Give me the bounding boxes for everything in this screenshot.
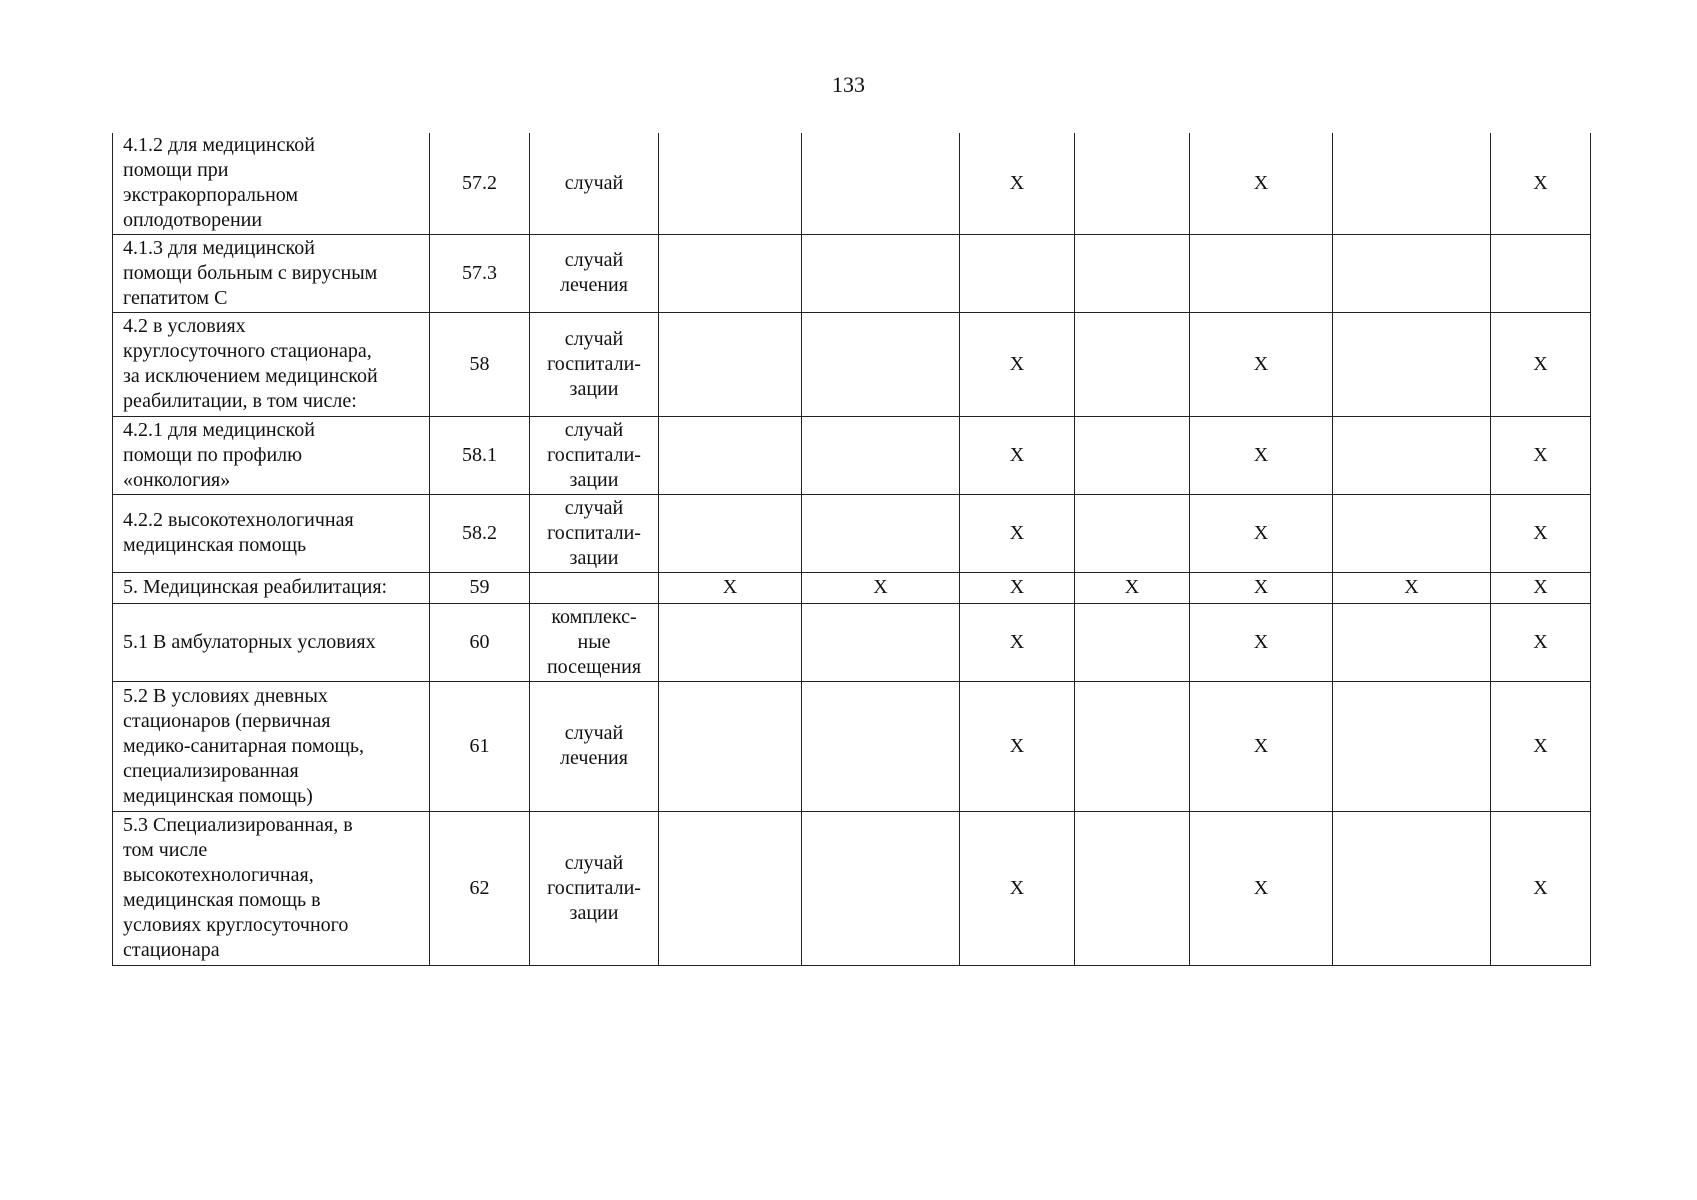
- row-unit: случай лечения: [530, 681, 659, 811]
- table-cell: [1491, 234, 1591, 312]
- table-row: [113, 234, 1591, 312]
- table-cell: Х: [1075, 572, 1190, 603]
- table-row: [113, 681, 1591, 811]
- table-cell: Х: [960, 312, 1075, 416]
- table-cell: Х: [960, 603, 1075, 681]
- table-cell: [659, 312, 802, 416]
- table-cell: Х: [1491, 312, 1591, 416]
- table-cell: [659, 681, 802, 811]
- table-cell: Х: [1491, 572, 1591, 603]
- row-unit: [530, 572, 659, 603]
- table-cell: [802, 133, 960, 234]
- table-cell: Х: [960, 416, 1075, 494]
- row-label: 5.3 Специализированная, в том числе высокотехнологичная, медицинская помощь в условиях круглосуточного стационара: [113, 811, 430, 965]
- row-code: 57.3: [430, 234, 530, 312]
- table-cell: [802, 681, 960, 811]
- table-row: [113, 494, 1591, 572]
- table-cell: Х: [960, 681, 1075, 811]
- table-cell: [802, 416, 960, 494]
- row-code: 58: [430, 312, 530, 416]
- table-cell: Х: [1333, 572, 1491, 603]
- table-cell: [1333, 603, 1491, 681]
- table-row: [113, 603, 1591, 681]
- row-code: 58.2: [430, 494, 530, 572]
- table-cell: Х: [1190, 133, 1333, 234]
- data-table: [112, 133, 1591, 966]
- table-cell: Х: [1190, 572, 1333, 603]
- table-cell: [1075, 811, 1190, 965]
- row-code: 58.1: [430, 416, 530, 494]
- table-cell: [659, 234, 802, 312]
- table-cell: [1333, 133, 1491, 234]
- table-row: [113, 416, 1591, 494]
- table-cell: Х: [960, 133, 1075, 234]
- table-cell: [1075, 681, 1190, 811]
- table-cell: [659, 603, 802, 681]
- table-cell: [1075, 494, 1190, 572]
- table-cell: Х: [1491, 133, 1591, 234]
- table-cell: [659, 811, 802, 965]
- row-unit: случай госпитали- зации: [530, 811, 659, 965]
- table-cell: Х: [659, 572, 802, 603]
- table-cell: [1333, 494, 1491, 572]
- table-cell: [802, 312, 960, 416]
- table-cell: Х: [1491, 494, 1591, 572]
- row-code: 59: [430, 572, 530, 603]
- table-cell: Х: [1491, 416, 1591, 494]
- row-label: 4.2.2 высокотехнологичная медицинская помощь: [113, 494, 430, 572]
- row-code: 60: [430, 603, 530, 681]
- table-cell: [659, 494, 802, 572]
- table-cell: [802, 603, 960, 681]
- table-cell: [659, 133, 802, 234]
- table-cell: Х: [1491, 811, 1591, 965]
- table-cell: Х: [960, 494, 1075, 572]
- table-cell: [802, 811, 960, 965]
- table-cell: [1075, 312, 1190, 416]
- row-label: 4.1.2 для медицинской помощи при экстракорпоральном оплодотворении: [113, 133, 430, 234]
- table-cell: [960, 234, 1075, 312]
- table-cell: [1075, 234, 1190, 312]
- row-label: 5.2 В условиях дневных стационаров (первичная медико-санитарная помощь, специализированная медицинская помощь): [113, 681, 430, 811]
- row-label: 4.2 в условиях круглосуточного стационара, за исключением медицинской реабилитации, в том числе:: [113, 312, 430, 416]
- table-cell: Х: [960, 811, 1075, 965]
- table-cell: Х: [1190, 494, 1333, 572]
- table-row: [113, 811, 1591, 965]
- table-cell: [1333, 234, 1491, 312]
- table-cell: [1333, 681, 1491, 811]
- table-cell: [1075, 416, 1190, 494]
- table-cell: [1075, 133, 1190, 234]
- table-cell: [1333, 312, 1491, 416]
- table-row: [113, 312, 1591, 416]
- table-cell: [802, 234, 960, 312]
- page-number: 133: [832, 72, 865, 97]
- table-cell: [1333, 811, 1491, 965]
- table-cell: [1075, 603, 1190, 681]
- table-cell: Х: [1190, 811, 1333, 965]
- row-code: 57.2: [430, 133, 530, 234]
- table-cell: Х: [1491, 681, 1591, 811]
- table-cell: Х: [1190, 603, 1333, 681]
- row-unit: случай госпитали- зации: [530, 494, 659, 572]
- row-label: 4.1.3 для медицинской помощи больным с вирусным гепатитом С: [113, 234, 430, 312]
- table-cell: Х: [1491, 603, 1591, 681]
- table-cell: [1190, 234, 1333, 312]
- table-row: [113, 133, 1591, 234]
- row-unit: случай госпитали- зации: [530, 416, 659, 494]
- table-cell: Х: [1190, 312, 1333, 416]
- table-cell: [1333, 416, 1491, 494]
- row-unit: случай лечения: [530, 234, 659, 312]
- row-code: 61: [430, 681, 530, 811]
- row-label: 4.2.1 для медицинской помощи по профилю «онкология»: [113, 416, 430, 494]
- table-cell: Х: [960, 572, 1075, 603]
- row-code: 62: [430, 811, 530, 965]
- row-label: 5. Медицинская реабилитация:: [113, 572, 430, 603]
- table-cell: Х: [802, 572, 960, 603]
- row-unit: случай госпитали- зации: [530, 312, 659, 416]
- row-unit: случай: [530, 133, 659, 234]
- table-cell: Х: [1190, 681, 1333, 811]
- table-cell: [802, 494, 960, 572]
- row-label: 5.1 В амбулаторных условиях: [113, 603, 430, 681]
- row-unit: комплекс- ные посещения: [530, 603, 659, 681]
- table-row: [113, 572, 1591, 603]
- table-cell: Х: [1190, 416, 1333, 494]
- table-cell: [659, 416, 802, 494]
